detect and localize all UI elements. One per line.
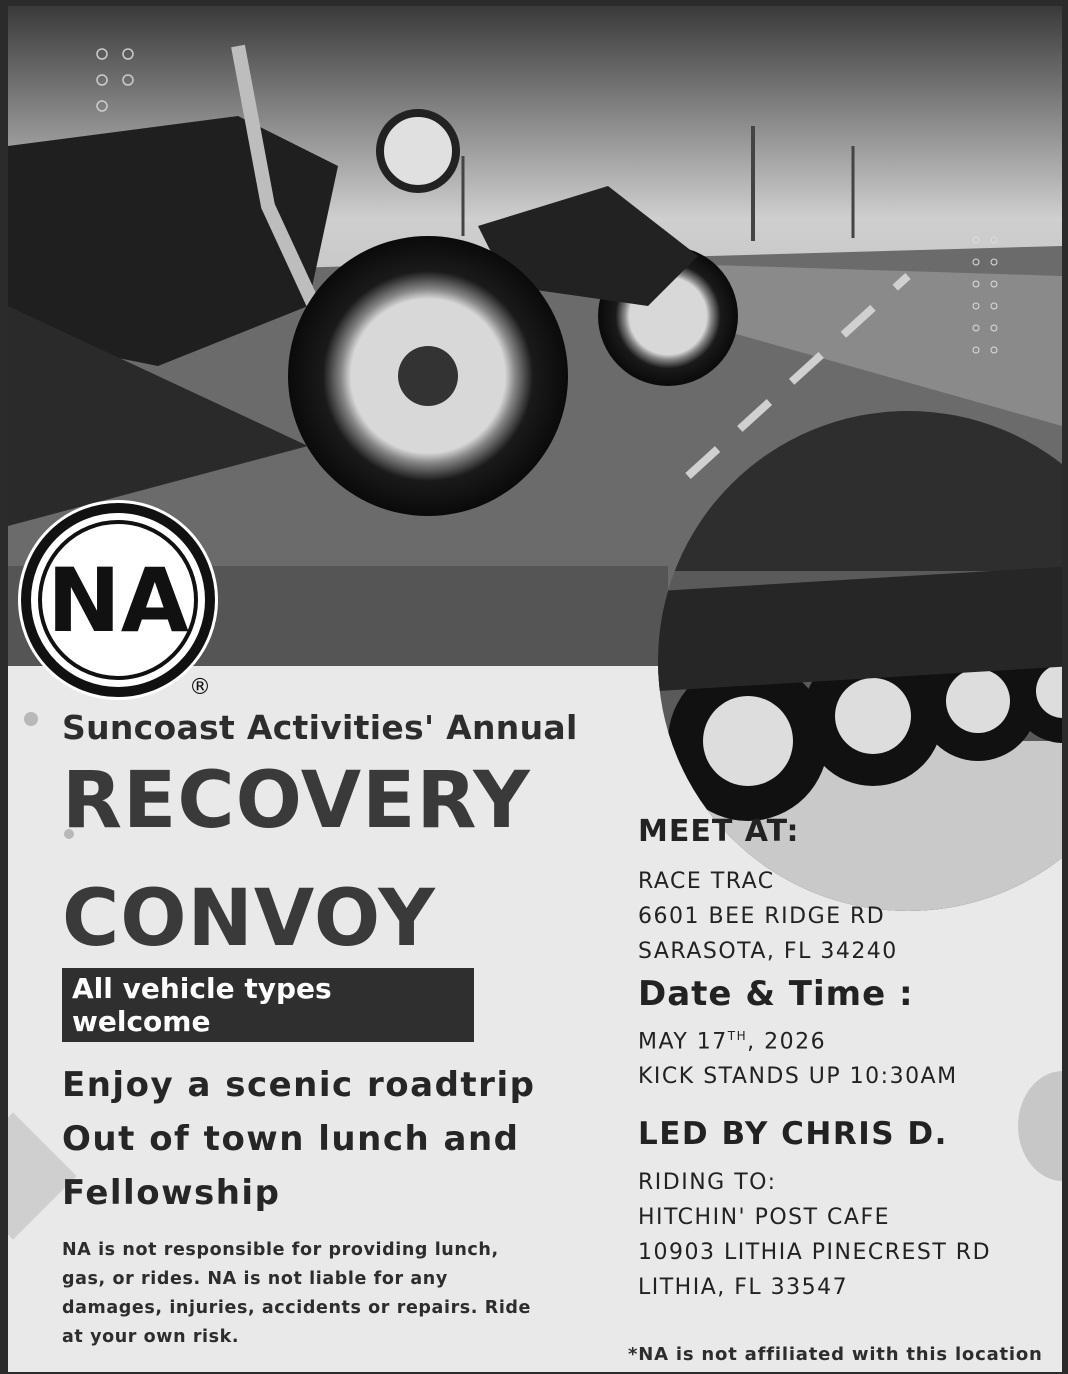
flyer xyxy=(8,6,1062,1372)
destination-line: RIDING TO: xyxy=(638,1170,777,1195)
decorative-dot xyxy=(24,712,38,726)
vehicle-types-text: All vehicle types welcome xyxy=(72,972,332,1038)
svg-text:NA: NA xyxy=(47,549,189,652)
destination-line: HITCHIN' POST CAFE xyxy=(638,1205,891,1230)
event-date: MAY 17TH, 2026 xyxy=(638,1029,827,1055)
highlight-item: Out of town lunch and xyxy=(62,1119,520,1159)
destination-line: 10903 LITHIA PINECREST RD xyxy=(638,1240,992,1265)
event-title-line1: RECOVERY xyxy=(62,756,531,846)
event-title-line2: CONVOY xyxy=(62,874,436,964)
destination-line: LITHIA, FL 33547 xyxy=(638,1275,849,1300)
destination xyxy=(638,1165,991,1305)
address-line: 6601 BEE RIDGE RD xyxy=(638,904,886,929)
datetime-heading: Date & Time : xyxy=(638,974,914,1014)
highlight-item: Fellowship xyxy=(62,1173,281,1213)
highlights-list xyxy=(62,1058,535,1220)
decorative-dots xyxy=(968,234,1008,374)
highlight-item: Enjoy a scenic roadtrip xyxy=(62,1065,536,1105)
meet-heading: MEET AT: xyxy=(638,814,800,849)
liability-disclaimer: NA is not responsible for providing lunch, gas, or rides. NA is not liable for any damages, injuries, accidents or repairs. Ride at your own risk. xyxy=(62,1240,532,1347)
event-subtitle: Suncoast Activities' Annual xyxy=(62,708,578,747)
address-line: SARASOTA, FL 34240 xyxy=(638,939,898,964)
affiliation-footnote: *NA is not affiliated with this location xyxy=(628,1344,1043,1365)
decorative-shape xyxy=(1018,1071,1062,1181)
na-logo xyxy=(14,496,238,706)
svg-text:®: ® xyxy=(189,675,211,700)
event-time: KICK STANDS UP 10:30AM xyxy=(638,1064,958,1090)
decorative-dots xyxy=(92,44,152,124)
datetime-details xyxy=(638,1019,958,1094)
meet-address xyxy=(638,864,898,969)
address-line: RACE TRAC xyxy=(638,869,775,894)
ride-leader: LED BY CHRIS D. xyxy=(638,1116,948,1152)
vehicle-types-badge xyxy=(62,968,474,1042)
